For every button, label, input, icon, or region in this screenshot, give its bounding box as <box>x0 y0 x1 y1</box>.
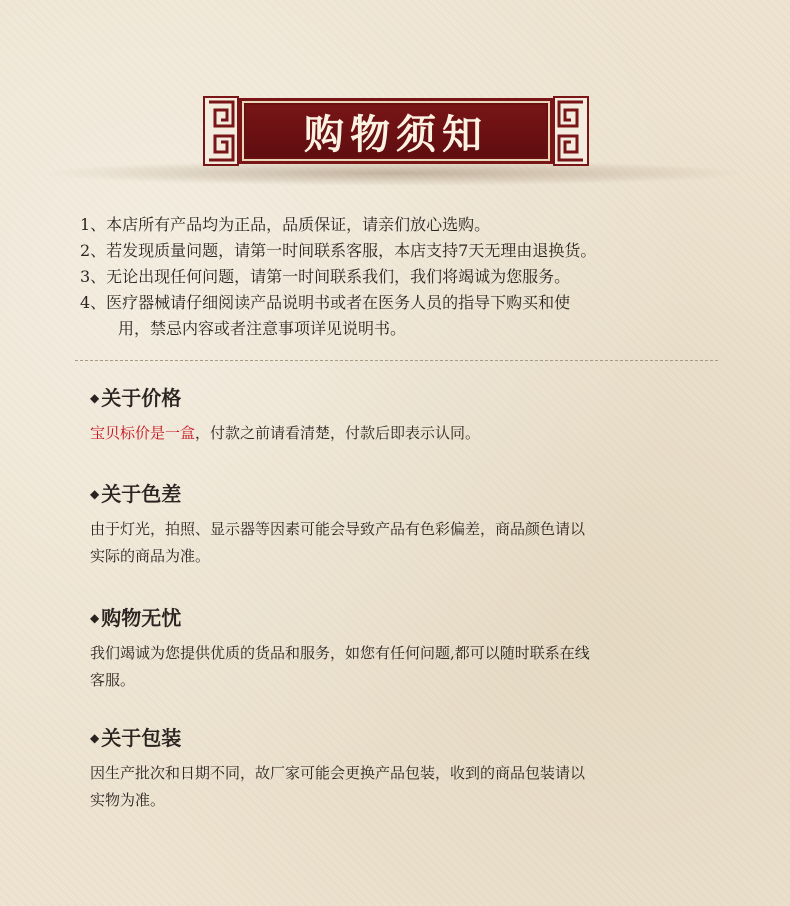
price-highlight: 宝贝标价是一盒 <box>90 424 196 442</box>
section-heading-text: 关于包装 <box>101 726 182 750</box>
banner-plate <box>239 98 553 164</box>
section-price <box>90 384 710 447</box>
section-line: 客服。 <box>90 671 136 689</box>
list-item: 4、医疗器械请仔细阅读产品说明书或者在医务人员的指导下购买和使 <box>80 293 571 312</box>
list-item: 3、无论出现任何问题，请第一时间联系我们，我们将竭诚为您服务。 <box>80 267 571 286</box>
section-heading-text: 关于色差 <box>101 482 182 506</box>
section-heading <box>90 604 710 632</box>
section-worry-free <box>90 604 710 694</box>
header-banner <box>203 96 589 166</box>
section-heading-text: 购物无忧 <box>101 606 182 630</box>
section-heading <box>90 480 710 508</box>
section-line: 实际的商品为准。 <box>90 547 211 565</box>
section-heading <box>90 724 710 752</box>
list-item: 2、若发现质量问题，请第一时间联系客服，本店支持7天无理由退换货。 <box>80 241 597 260</box>
diamond-bullet-icon: ◆ <box>90 611 100 625</box>
list-item: 1、本店所有产品均为正品，品质保证，请亲们放心选购。 <box>80 215 491 234</box>
page-title: 购物须知 <box>304 110 488 158</box>
section-line: ，付款之前请看清楚，付款后即表示认同。 <box>195 424 481 442</box>
greek-key-fret-icon <box>203 96 239 166</box>
diamond-bullet-icon: ◆ <box>90 487 100 501</box>
intro-list <box>80 212 740 342</box>
greek-key-fret-icon <box>553 96 589 166</box>
list-item-continuation: 用，禁忌内容或者注意事项详见说明书。 <box>118 319 407 338</box>
section-line: 由于灯光，拍照、显示器等因素可能会导致产品有色彩偏差，商品颜色请以 <box>90 520 586 538</box>
section-body <box>90 640 710 694</box>
section-heading-text: 关于价格 <box>101 386 182 410</box>
section-line: 实物为准。 <box>90 791 166 809</box>
section-body <box>90 760 710 814</box>
section-heading <box>90 384 710 412</box>
dashed-divider <box>75 360 718 361</box>
section-line: 因生产批次和日期不同，故厂家可能会更换产品包装，收到的商品包装请以 <box>90 764 586 782</box>
section-body <box>90 516 710 570</box>
section-line: 我们竭诚为您提供优质的货品和服务，如您有任何问题,都可以随时联系在线 <box>90 644 590 662</box>
section-color-difference <box>90 480 710 570</box>
diamond-bullet-icon: ◆ <box>90 731 100 745</box>
section-packaging <box>90 724 710 814</box>
diamond-bullet-icon: ◆ <box>90 391 100 405</box>
section-body <box>90 420 710 447</box>
